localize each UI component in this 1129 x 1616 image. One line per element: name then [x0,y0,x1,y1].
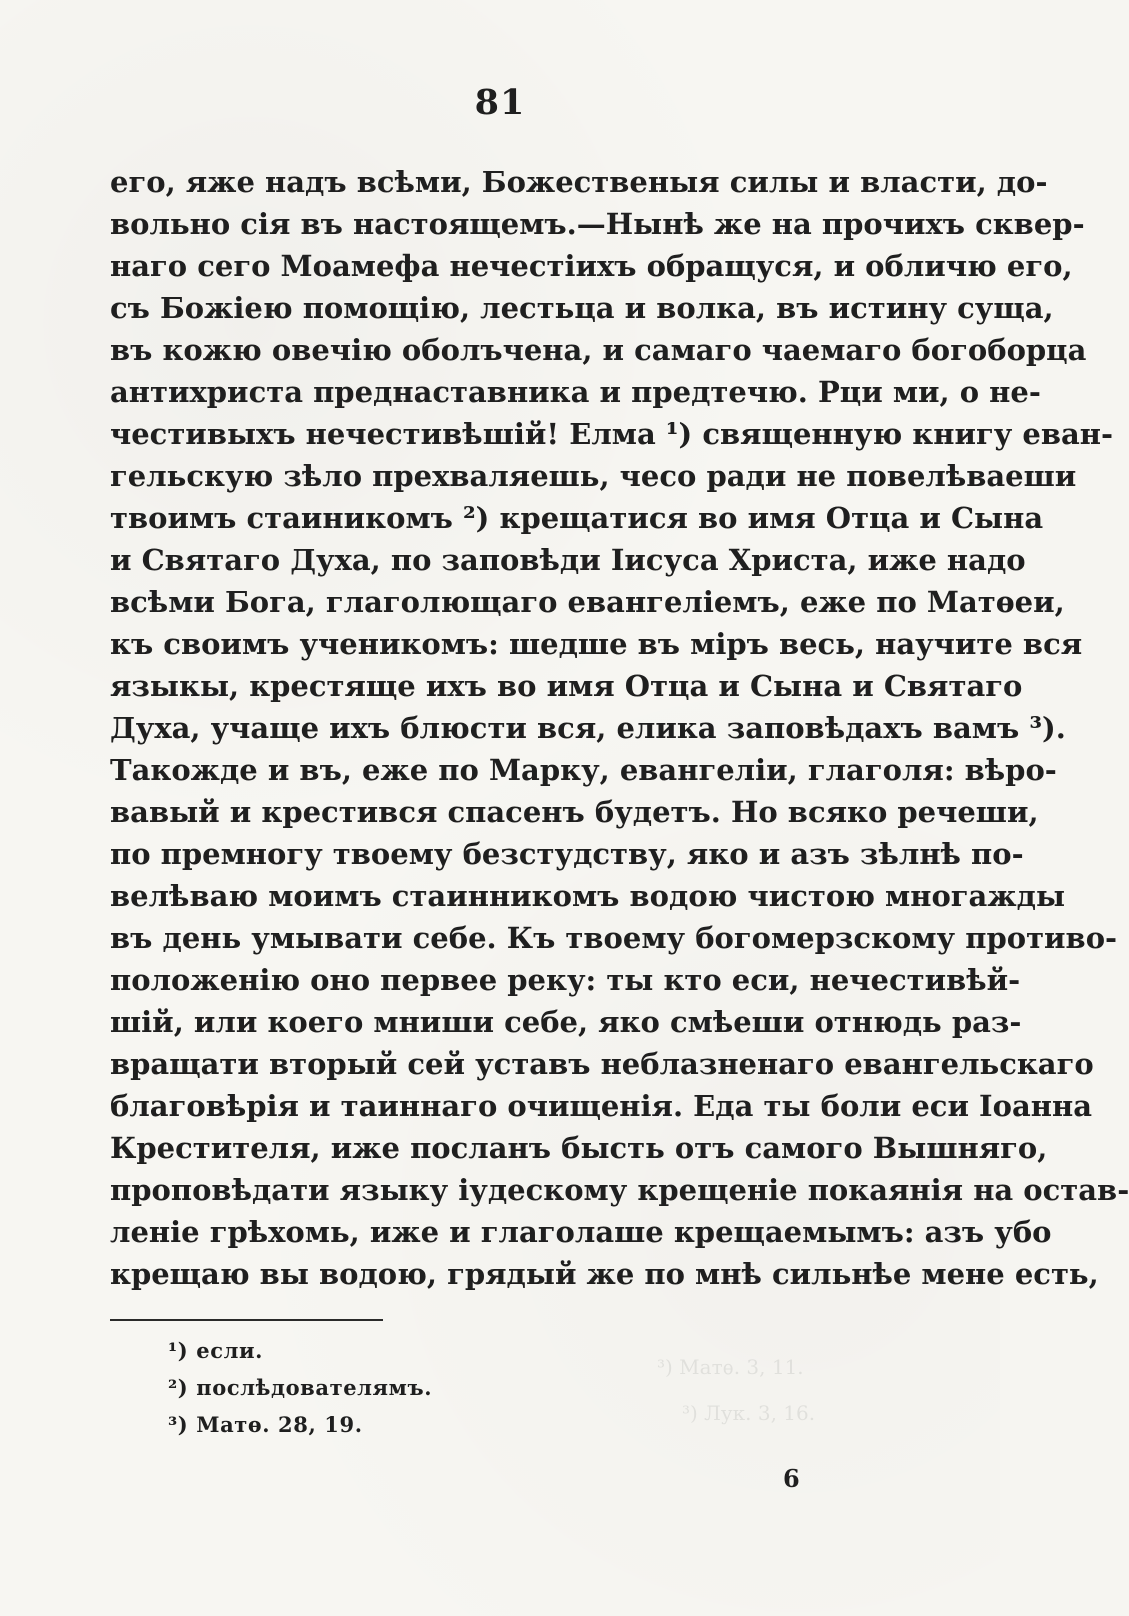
text-line: крещаю вы водою, грядый же по мнѣ сильнѣе мене есть, [110,1257,1099,1291]
text-line: вольно сія въ настоящемъ.—Нынѣ же на прочихъ сквер- [110,207,1085,241]
text-line: всѣми Бога, глаголющаго евангеліемъ, еже по Матѳеи, [110,585,1065,619]
text-line: леніе грѣхомь, иже и глаголаше крещаемымъ: азъ убо [110,1215,1052,1249]
text-line: проповѣдати языку іудескому крещеніе покаянія на остав- [110,1173,1129,1207]
text-line: и Святаго Духа, по заповѣди Іисуса Христа, иже надо [110,543,1026,577]
text-line: велѣваю моимъ стаинникомъ водою чистою многажды [110,879,1066,913]
text-line: благовѣрія и таиннаго очищенія. Еда ты боли еси Іоанна [110,1089,1092,1123]
show-through-text: ³) Матѳ. 3, 11. [657,1355,804,1379]
text-line: вавый и крестився спасенъ будетъ. Но всяко речеши, [110,795,1039,829]
text-line: съ Божіею помощію, лестьца и волка, въ истину суща, [110,291,1054,325]
text-line: въ день умывати себе. Къ твоему богомерзскому противо- [110,921,1118,955]
text-line: твоимъ стаиникомъ ²) крещатися во имя Отца и Сына [110,501,1044,535]
footnote-1: ¹) если. [168,1338,264,1363]
text-line: Такожде и въ, еже по Марку, евангеліи, глаголя: вѣро- [110,753,1057,787]
text-line: въ кожю овечію оболъчена, и самаго чаемаго богоборца [110,333,1087,367]
footnote-divider [110,1319,383,1321]
text-line: Крестителя, иже посланъ бысть отъ самого Вышняго, [110,1131,1048,1165]
show-through-text: ³) Лук. 3, 16. [682,1401,816,1425]
text-line: языкы, крестяще ихъ во имя Отца и Сына и Святаго [110,669,1023,703]
text-line: по премногу твоему безстудству, яко и азъ зѣлнѣ по- [110,837,1024,871]
text-line: честивыхъ нечестивѣшій! Елма ¹) священную книгу еван- [110,417,1114,451]
text-line: его, яже надъ всѣми, Божественыя силы и власти, до- [110,165,1048,199]
main-text [110,161,1129,1295]
text-line: шій, или коего мниши себе, яко смѣеши отнюдь раз- [110,1005,1022,1039]
text-line: положенію оно первее реку: ты кто еси, нечестивѣй- [110,963,1021,997]
page-number: 81 [474,82,526,123]
signature-mark: 6 [783,1464,800,1493]
text-line: наго сего Моамефа нечестіихъ обращуся, и обличю его, [110,249,1073,283]
text-line: антихриста преднаставника и предтечю. Рци ми, о не- [110,375,1041,409]
text-line: Духа, учаще ихъ блюсти вся, елика заповѣдахъ вамъ ³). [110,711,1066,745]
footnote-3: ³) Матѳ. 28, 19. [168,1412,363,1437]
text-line: вращати вторый сей уставъ неблазненаго евангельскаго [110,1047,1094,1081]
footnote-2: ²) послѣдователямъ. [168,1375,433,1400]
text-line: гельскую зѣло прехваляешь, чесо ради не повелѣваеши [110,459,1077,493]
text-line: къ своимъ ученикомъ: шедше въ міръ весь, научите вся [110,627,1083,661]
footnotes [168,1332,668,1443]
